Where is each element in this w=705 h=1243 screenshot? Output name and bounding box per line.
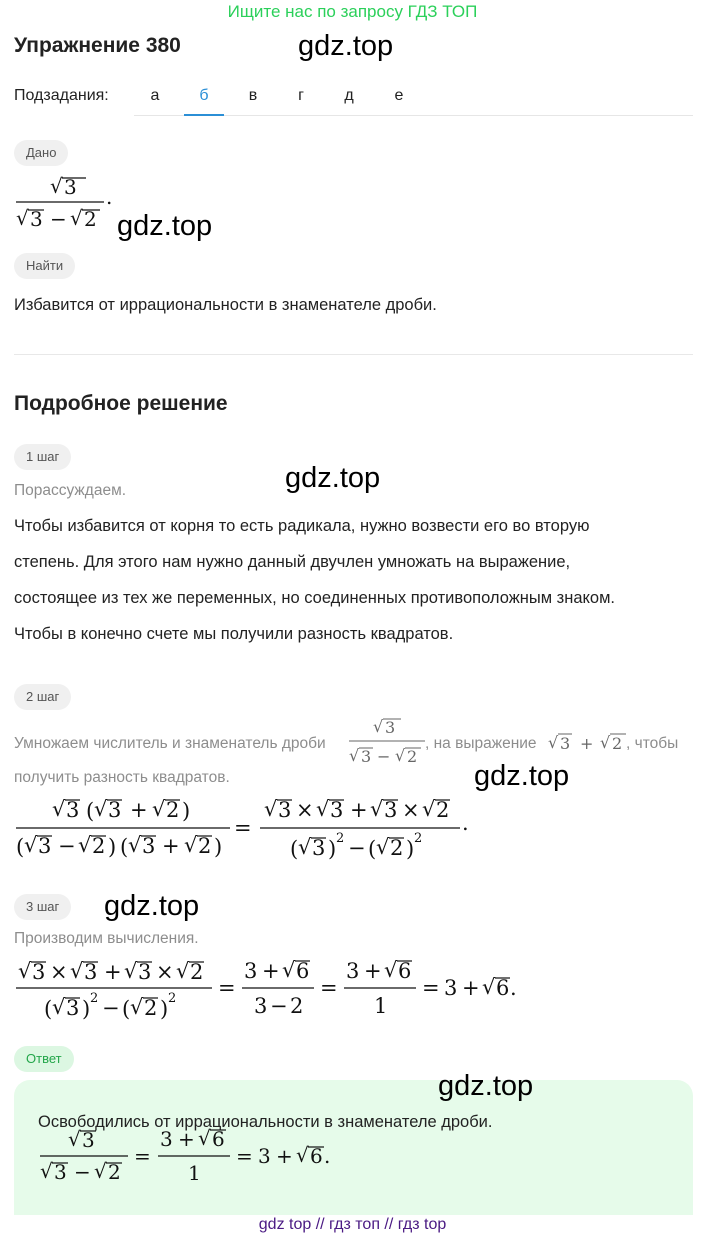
- svg-text:): ): [108, 835, 117, 859]
- svg-text:3: 3: [64, 175, 77, 199]
- step2-text-d: получить разность квадратов.: [14, 769, 230, 786]
- svg-text:.: .: [462, 811, 469, 835]
- svg-text:√: √: [78, 833, 92, 857]
- svg-text:2: 2: [612, 734, 623, 753]
- step1-line-1: Чтобы избавится от корня то есть радикала, нужно возвести его во вторую: [14, 517, 590, 535]
- step1-chip: 1 шаг: [14, 444, 71, 470]
- step2-text-b: , на выражение: [425, 735, 537, 752]
- svg-text:2: 2: [407, 747, 418, 766]
- svg-text:=: =: [320, 976, 338, 1000]
- watermark: gdz.top: [298, 30, 394, 62]
- step2-inline-expr: [546, 728, 628, 756]
- svg-text:=: =: [236, 1144, 253, 1168]
- svg-text:+: +: [130, 798, 148, 822]
- svg-text:.: .: [324, 1144, 331, 1168]
- svg-text:+: +: [462, 976, 480, 1000]
- svg-text:3: 3: [138, 960, 152, 984]
- tab-e[interactable]: е: [394, 87, 404, 104]
- svg-text:√: √: [16, 206, 29, 230]
- svg-text:3: 3: [142, 834, 156, 858]
- svg-text:−: −: [50, 207, 67, 231]
- svg-text:+: +: [364, 959, 382, 983]
- svg-text:√: √: [152, 797, 166, 821]
- svg-text:−: −: [102, 996, 120, 1020]
- svg-text:3: 3: [385, 718, 396, 737]
- svg-text:3: 3: [38, 834, 52, 858]
- svg-text:): ): [82, 997, 91, 1021]
- svg-text:√: √: [184, 833, 198, 857]
- svg-text:=: =: [234, 816, 252, 840]
- svg-text:6: 6: [310, 1144, 323, 1168]
- svg-text:√: √: [124, 959, 138, 983]
- svg-text:√: √: [24, 833, 38, 857]
- svg-text:3: 3: [346, 959, 360, 983]
- tab-b[interactable]: б: [184, 78, 224, 116]
- search-banner: Ищите нас по запросу ГДЗ ТОП: [227, 2, 478, 21]
- svg-text:3: 3: [361, 747, 372, 766]
- watermark: gdz.top: [285, 462, 381, 494]
- svg-text:3: 3: [32, 960, 46, 984]
- svg-text:+: +: [178, 1127, 195, 1151]
- tab-g[interactable]: г: [298, 87, 304, 104]
- step2-inline-fraction: [345, 714, 429, 772]
- svg-text:√: √: [68, 1127, 81, 1151]
- svg-text:3: 3: [160, 1127, 173, 1151]
- step3-lead: Производим вычисления.: [14, 930, 199, 947]
- svg-text:√: √: [349, 746, 360, 765]
- svg-text:−: −: [58, 834, 76, 858]
- svg-text:√: √: [128, 833, 142, 857]
- svg-text:1: 1: [374, 994, 388, 1018]
- watermark: gdz.top: [474, 760, 570, 792]
- svg-text:(: (: [122, 997, 131, 1021]
- find-chip-wrap: [14, 253, 75, 279]
- step1-chip-wrap: [14, 444, 71, 470]
- svg-text:): ): [182, 799, 191, 823]
- svg-text:+: +: [162, 834, 180, 858]
- svg-text:√: √: [298, 835, 312, 859]
- svg-text:√: √: [282, 958, 296, 982]
- svg-text:√: √: [94, 1159, 107, 1183]
- svg-text:2: 2: [390, 836, 404, 860]
- svg-text:√: √: [40, 1159, 53, 1183]
- svg-text:√: √: [316, 797, 330, 821]
- svg-text:√: √: [422, 797, 436, 821]
- find-chip: Найти: [14, 253, 75, 279]
- svg-text:=: =: [422, 976, 440, 1000]
- svg-text:3: 3: [258, 1144, 271, 1168]
- svg-text:+: +: [104, 960, 122, 984]
- svg-text:2: 2: [144, 996, 158, 1020]
- watermark: gdz.top: [438, 1070, 534, 1102]
- svg-text:2: 2: [92, 834, 106, 858]
- step2-text-a: Умножаем числитель и знаменатель дроби: [14, 735, 326, 752]
- svg-text:.: .: [106, 185, 113, 209]
- svg-text:3: 3: [278, 798, 292, 822]
- svg-text:−: −: [377, 747, 391, 766]
- svg-text:): ): [406, 837, 415, 861]
- svg-text:√: √: [370, 797, 384, 821]
- subtasks-label: Подзадания:: [14, 87, 109, 104]
- svg-text:(: (: [290, 837, 299, 861]
- tab-d[interactable]: д: [344, 87, 354, 104]
- svg-text:2: 2: [90, 991, 99, 1006]
- svg-text:√: √: [70, 959, 84, 983]
- svg-text:(: (: [120, 835, 129, 859]
- step1-lead: Порассуждаем.: [14, 482, 127, 499]
- svg-text:(: (: [44, 997, 53, 1021]
- svg-text:+: +: [262, 959, 280, 983]
- svg-text:√: √: [600, 733, 611, 752]
- svg-text:√: √: [373, 717, 384, 736]
- step2-chip-wrap: [14, 684, 71, 710]
- solution-heading: Подробное решение: [14, 392, 228, 415]
- svg-text:+: +: [580, 734, 594, 753]
- svg-text:): ): [160, 997, 169, 1021]
- svg-text:.: .: [510, 976, 517, 1000]
- step3-chip: 3 шаг: [14, 894, 71, 920]
- svg-text:√: √: [50, 174, 63, 198]
- svg-text:2: 2: [198, 834, 212, 858]
- svg-text:√: √: [384, 958, 398, 982]
- svg-text:3: 3: [84, 960, 98, 984]
- step3-equation: [12, 952, 532, 1032]
- svg-text:3: 3: [66, 996, 80, 1020]
- svg-text:√: √: [18, 959, 32, 983]
- svg-text:√: √: [264, 797, 278, 821]
- subtask-tabs: [134, 78, 693, 116]
- svg-text:3: 3: [66, 798, 80, 822]
- step2-text-c: , чтобы: [626, 735, 679, 752]
- svg-text:2: 2: [414, 831, 423, 846]
- svg-text:2: 2: [166, 798, 180, 822]
- svg-text:2: 2: [290, 994, 304, 1018]
- svg-text:3: 3: [560, 734, 571, 753]
- svg-text:2: 2: [336, 831, 345, 846]
- svg-text:×: ×: [156, 960, 174, 984]
- svg-text:√: √: [94, 797, 108, 821]
- svg-text:1: 1: [188, 1161, 201, 1185]
- svg-text:6: 6: [212, 1127, 225, 1151]
- svg-text:+: +: [276, 1144, 293, 1168]
- svg-text:2: 2: [190, 960, 204, 984]
- given-chip: Дано: [14, 140, 68, 166]
- svg-text:3: 3: [330, 798, 344, 822]
- svg-text:−: −: [74, 1160, 91, 1184]
- answer-chip-wrap: [14, 1046, 74, 1072]
- svg-text:3: 3: [54, 1160, 67, 1184]
- divider: [14, 354, 693, 355]
- svg-text:(: (: [86, 799, 95, 823]
- svg-text:√: √: [198, 1126, 211, 1150]
- svg-text:+: +: [350, 798, 368, 822]
- svg-text:2: 2: [108, 1160, 121, 1184]
- svg-text:√: √: [376, 835, 390, 859]
- answer-chip: Ответ: [14, 1046, 74, 1072]
- step1-line-2: степень. Для этого нам нужно данный двучлен умножать на выражение,: [14, 553, 571, 571]
- svg-text:√: √: [548, 733, 559, 752]
- page-title: Упражнение 380: [14, 34, 181, 57]
- svg-text:×: ×: [296, 798, 314, 822]
- svg-text:3: 3: [30, 207, 43, 231]
- tab-v[interactable]: в: [248, 87, 258, 104]
- answer-text: Освободились от иррациональности в знаменателе дроби.: [38, 1113, 493, 1131]
- svg-text:√: √: [296, 1143, 309, 1167]
- svg-text:(: (: [16, 835, 25, 859]
- svg-text:−: −: [348, 836, 366, 860]
- watermark: gdz.top: [117, 210, 213, 242]
- svg-text:(: (: [368, 837, 377, 861]
- footer-links: gdz top // гдз топ // гдз top: [258, 1216, 447, 1233]
- svg-text:√: √: [52, 797, 66, 821]
- svg-text:3: 3: [244, 959, 258, 983]
- svg-text:×: ×: [50, 960, 68, 984]
- svg-text:6: 6: [398, 959, 412, 983]
- step3-chip-wrap: [14, 894, 71, 920]
- svg-text:2: 2: [168, 991, 177, 1006]
- svg-text:√: √: [395, 746, 406, 765]
- svg-text:√: √: [130, 995, 144, 1019]
- given-chip-wrap: [14, 140, 68, 166]
- svg-text:6: 6: [496, 976, 510, 1000]
- svg-text:): ): [214, 835, 223, 859]
- svg-text:=: =: [218, 976, 236, 1000]
- svg-text:2: 2: [84, 207, 97, 231]
- svg-text:3: 3: [254, 994, 268, 1018]
- watermark: gdz.top: [104, 890, 200, 922]
- svg-text:√: √: [176, 959, 190, 983]
- step1-line-4: Чтобы в конечно счете мы получили разность квадратов.: [14, 625, 454, 643]
- answer-equation: [36, 1118, 346, 1190]
- svg-text:3: 3: [312, 836, 326, 860]
- svg-text:√: √: [482, 975, 496, 999]
- step1-line-3: состоящее из тех же переменных, но соединенных противоположным знаком.: [14, 589, 616, 607]
- given-fraction: [12, 170, 122, 240]
- svg-text:3: 3: [444, 976, 458, 1000]
- tab-a[interactable]: а: [150, 87, 160, 104]
- step2-chip: 2 шаг: [14, 684, 71, 710]
- svg-text:3: 3: [384, 798, 398, 822]
- svg-text:√: √: [52, 995, 66, 1019]
- svg-text:): ): [328, 837, 337, 861]
- svg-text:−: −: [270, 994, 288, 1018]
- svg-text:6: 6: [296, 959, 310, 983]
- svg-text:√: √: [70, 206, 83, 230]
- svg-text:3: 3: [82, 1128, 95, 1152]
- svg-text:2: 2: [436, 798, 450, 822]
- task-text: Избавится от иррациональности в знаменателе дроби.: [14, 296, 437, 314]
- svg-text:3: 3: [108, 798, 122, 822]
- svg-text:×: ×: [402, 798, 420, 822]
- svg-text:=: =: [134, 1144, 151, 1168]
- step2-equation: [12, 790, 482, 870]
